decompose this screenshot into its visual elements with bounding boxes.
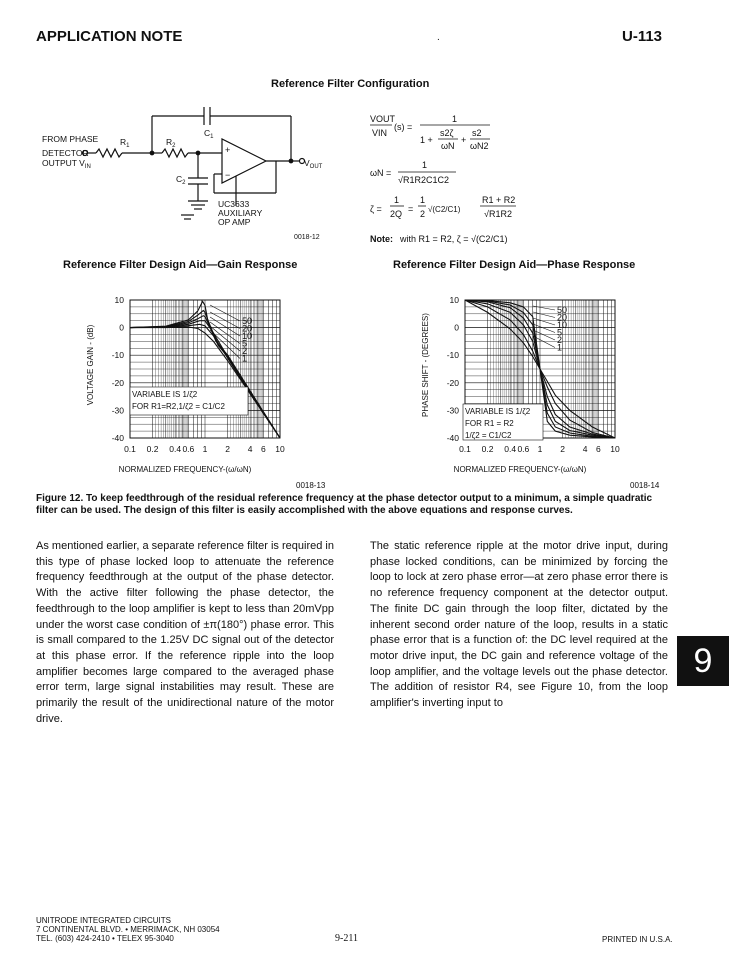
eq3-f1-num: 1 — [394, 195, 400, 205]
phase-y-axis-label: PHASE SHIFT - (DEGREES) — [421, 313, 430, 417]
gain-x-tick-label: 10 — [275, 444, 285, 454]
gain-x-axis-label: NORMALIZED FREQUENCY-(ω/ωN) — [118, 465, 252, 474]
phase-annotation-2: FOR R1 = R2 — [465, 419, 514, 428]
label-r1: R — [120, 137, 127, 147]
phase-series-label: 1 — [557, 342, 563, 353]
gain-x-tick-label: 6 — [260, 444, 266, 454]
eq3-f2-num: 1 — [420, 195, 426, 205]
eq1-frac2-num: s2 — [472, 128, 482, 138]
gain-x-tick-label: 0.2 — [146, 444, 159, 454]
eq2-den: √R1R2C1C2 — [398, 175, 449, 185]
label-c2: C — [176, 174, 183, 184]
gain-fig-id-label: 0018-13 — [296, 481, 326, 490]
phase-annotation-1: VARIABLE IS 1/ζ2 — [465, 407, 531, 416]
eq3-lhs: ζ = — [370, 204, 382, 214]
phase-series-label: 50 — [557, 305, 568, 315]
eq2-lhs: ωN = — [370, 168, 392, 178]
label-from-phase: FROM PHASE — [42, 134, 99, 144]
phase-x-tick-label: 0.2 — [481, 444, 494, 454]
phase-y-tick-label: -20 — [446, 377, 459, 388]
svg-text:C1: $C_1$ — [204, 128, 214, 140]
note-text: with R1 = R2, ζ = √(C2/C1) — [400, 234, 508, 244]
printed-in: PRINTED IN U.S.A. — [602, 935, 673, 944]
footer-phone: TEL. (603) 424-2410 • TELEX 95-3040 — [36, 934, 174, 943]
phase-x-tick-label: 10 — [610, 444, 620, 454]
body-right-paragraph: The static reference ripple at the motor drive input, during phase locked conditions, can be minimized by forcing the loop to lock at zero phase error—at zero phase error there is no reference frequency component at the detector output. The finite DC gain through the loop filter, dictated by the inherent second order nature of the loop, results in a static phase error that is a function of: the DC level required at the motor drive input, the DC gain and reference voltage of the loop amplifier, and the voltage levels out the phase detector. The addition of resistor R4, see Figure 10, from the loop amplifier's inverting input to — [370, 540, 668, 710]
eq1-num: 1 — [452, 114, 458, 124]
circuit-title: Reference Filter Configuration — [271, 78, 430, 90]
eq1-lhs-den: VIN — [372, 128, 388, 138]
label-plus: + — [225, 145, 231, 155]
label-opamp-3: OP AMP — [218, 217, 251, 227]
gain-series-label: 50 — [242, 316, 253, 326]
phase-series-leader — [533, 312, 555, 318]
phase-y-tick-label: -10 — [446, 350, 459, 361]
svg-text:R2: $R_2$ — [166, 137, 176, 149]
header-title: APPLICATION NOTE — [36, 28, 183, 45]
label-r2: R — [166, 137, 173, 147]
gain-y-tick-label: 0 — [119, 322, 124, 333]
phase-x-tick-label: 4 — [582, 444, 588, 454]
phase-series-leader — [533, 318, 555, 325]
label-output-vin: OUTPUT V — [42, 158, 85, 168]
gain-annotation-2: FOR R1=R2,1/ζ2 = C1/C2 — [132, 402, 225, 411]
phase-y-tick-label: -40 — [446, 433, 459, 443]
svg-text:OUTPUT VIN: OUTPUT $V_{IN}$ — [42, 158, 91, 170]
gain-series-label: 10 — [242, 331, 253, 341]
header-doc-number: U-113 — [622, 28, 663, 45]
gain-x-tick-label: 0.1 — [124, 444, 136, 454]
phase-series-leader — [533, 306, 555, 310]
phase-x-tick-label: 1 — [537, 444, 543, 454]
gain-x-tick-label: 0.4 — [169, 444, 182, 454]
phase-series-label: 5 — [557, 327, 563, 338]
gain-y-tick-label: 10 — [114, 295, 124, 305]
gain-response-chart — [80, 290, 290, 490]
eq3-f3-den: √R1R2 — [484, 209, 512, 219]
eq1-frac2-den: ωN2 — [470, 141, 489, 151]
footer-address — [36, 916, 220, 943]
gain-series-leader — [210, 317, 240, 336]
phase-response-chart — [415, 290, 625, 490]
gain-x-tick-label: 2 — [225, 444, 230, 454]
eq3-f1-den: 2Q — [390, 209, 403, 219]
gain-series-label: 2 — [242, 346, 248, 356]
eq1-lhs-num: VOUT — [370, 114, 396, 124]
header-dot: . — [437, 32, 440, 43]
footer-street: 7 CONTINENTAL BLVD. • MERRIMACK, NH 03054 — [36, 925, 220, 934]
eq1-den-1: 1 + — [420, 135, 433, 145]
note-bold: Note: — [370, 234, 393, 244]
resistor-r1 — [96, 149, 122, 157]
section-tab: 9 — [677, 636, 729, 686]
gain-y-axis-label: VOLTAGE GAIN - (dB) — [86, 324, 95, 406]
eq3-f3-num: R1 + R2 — [482, 195, 516, 205]
phase-series-label: 10 — [557, 320, 568, 330]
phase-x-tick-label: 0.6 — [517, 444, 530, 454]
phase-y-tick-label: 0 — [454, 322, 459, 333]
phase-y-tick-label: -30 — [446, 405, 459, 416]
phase-annotation-3: 1/ζ2 = C1/C2 — [465, 431, 512, 440]
figure-caption: Figure 12. To keep feedthrough of the residual reference frequency at the phase detector output to a minimum, a simple quadratic filter can be used. The design of this filter is easily accomplished with the above equations and response curves. — [36, 493, 653, 516]
gain-y-tick-label: -40 — [111, 433, 124, 443]
gain-series-label: 1 — [242, 353, 248, 364]
svg-text:C2: $C_2$ — [176, 174, 186, 186]
filter-equations — [366, 100, 546, 260]
phase-x-tick-label: 0.4 — [504, 444, 517, 454]
footer-company: UNITRODE INTEGRATED CIRCUITS — [36, 916, 171, 925]
gain-series-label: 20 — [242, 323, 253, 334]
eq3-eq: = — [408, 204, 414, 214]
phase-x-tick-label: 0.1 — [459, 444, 471, 454]
label-opamp-1: UC3633 — [218, 199, 250, 209]
page-number: 9-211 — [335, 933, 358, 944]
eq2-num: 1 — [422, 160, 428, 170]
phase-x-tick-label: 6 — [595, 444, 601, 454]
circuit-fig-id: 0018-12 — [294, 234, 320, 241]
phase-series-label: 2 — [557, 335, 563, 345]
label-detector: DETECTOR — [42, 148, 89, 158]
eq3-f2-den: 2 — [420, 209, 426, 219]
gain-x-tick-label: 4 — [247, 444, 253, 454]
phase-series-label: 20 — [557, 312, 568, 323]
eq1-lhs-s: (s) = — [394, 122, 413, 132]
gain-chart-title: Reference Filter Design Aid—Gain Response — [63, 259, 298, 271]
body-left-paragraph: As mentioned earlier, a separate reference filter is required in this type of phase locked loop to attenuate the reference frequency feedthrough at the output of the phase detector. With the active filter following the phase detector, the feedthrough to the loop amplifier is kept to less than 20mVpp under the worst case condition of ±π(180°) phase error. This is small compared to the 1.25V DC signal out of the detector at this phase error. If the reference ripple into the loop amplifier becomes large compared to the averaged phase error term, large signal instabilities may result. These are primarily the result of the unidirectional nature of the motor drive. — [36, 540, 334, 725]
phase-fig-id-label: 0018-14 — [630, 481, 660, 490]
label-vout: V — [304, 158, 310, 168]
gain-series-leader — [210, 322, 240, 344]
filter-circuit-schematic — [36, 96, 336, 246]
eq1-den-plus: + — [461, 135, 467, 145]
label-opamp-2: AUXILIARY — [218, 208, 263, 218]
svg-text:VOUT: $V_{OUT}$ — [304, 158, 323, 170]
gain-series-label: 5 — [242, 338, 248, 349]
gain-y-tick-label: -10 — [111, 350, 124, 361]
gain-y-tick-label: -30 — [111, 405, 124, 416]
eq1-frac1-den: ωN — [441, 141, 455, 151]
gain-x-tick-label: 0.6 — [182, 444, 195, 454]
label-c1: C — [204, 128, 211, 138]
gain-x-tick-label: 1 — [202, 444, 208, 454]
gain-y-tick-label: -20 — [111, 377, 124, 388]
gain-series-leader — [210, 305, 240, 321]
label-minus: − — [225, 170, 231, 180]
phase-chart-title: Reference Filter Design Aid—Phase Response — [393, 259, 636, 271]
gain-series-leader — [210, 312, 240, 329]
eq1-frac1-num: s2ζ — [440, 128, 454, 138]
phase-x-tick-label: 2 — [560, 444, 565, 454]
eq3-root: √(C2/C1) — [428, 205, 461, 214]
gain-annotation-1: VARIABLE IS 1/ζ2 — [132, 390, 198, 399]
phase-y-tick-label: 10 — [449, 295, 459, 305]
svg-text:R1: $R_1$ — [120, 137, 130, 149]
phase-x-axis-label: NORMALIZED FREQUENCY-(ω/ωN) — [453, 465, 587, 474]
resistor-r2 — [162, 149, 188, 157]
